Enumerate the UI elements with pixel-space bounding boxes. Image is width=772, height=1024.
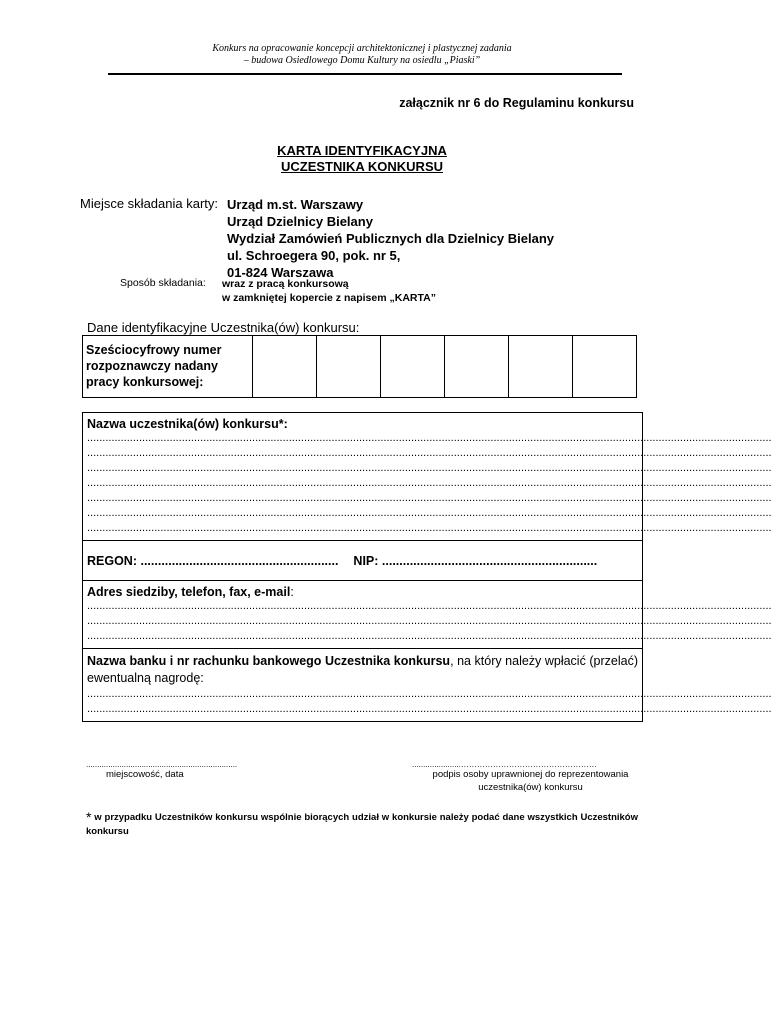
- participant-name-field[interactable]: ................................................................................................................................................................................................................................: [87, 477, 772, 489]
- method-line: w zamkniętej kopercie z napisem „KARTA”: [222, 292, 436, 304]
- address-line: Urząd Dzielnicy Bielany: [227, 214, 373, 229]
- participant-name-section: [83, 413, 772, 540]
- signature-label: [412, 768, 649, 794]
- nip-field[interactable]: ..............................................................: [381, 554, 598, 568]
- signature-field[interactable]: ......................……………………………………………: [412, 760, 597, 769]
- header-line-2: – budowa Osiedlowego Domu Kultury na osiedlu „Piaski”: [243, 55, 481, 66]
- header-line-1: Konkurs na opracowanie koncepcji architektonicznej i plastycznej zadania: [212, 43, 512, 54]
- participant-name-field[interactable]: ................................................................................................................................................................................................................................: [87, 522, 772, 534]
- address-field[interactable]: ................................................................................................................................................................................................................................: [87, 615, 772, 627]
- address-line: Urząd m.st. Warszawy: [227, 197, 364, 212]
- address-line: ul. Schroegera 90, pok. nr 5,: [227, 248, 401, 263]
- code-table: [82, 335, 637, 398]
- address-section: [83, 580, 772, 648]
- address-field[interactable]: ................................................................................................................................................................................................................................: [87, 630, 772, 642]
- code-digit-cell[interactable]: [317, 336, 381, 398]
- participant-form: [82, 412, 772, 722]
- bank-label-suffix: , na który należy wpłacić (przelać) ewentualną nagrodę:: [87, 654, 638, 685]
- submission-address: [227, 196, 554, 281]
- participant-name-field[interactable]: ................................................................................................................................................................................................................................: [87, 447, 772, 459]
- place-date-label: miejscowość, data: [106, 769, 184, 780]
- footnote-text: w przypadku Uczestników konkursu wspólnie biorących udział w konkursie należy podać dane wszystkich Uczestników konkursu: [86, 812, 638, 837]
- participant-name-field[interactable]: ................................................................................................................................................................................................................................: [87, 462, 772, 474]
- code-digit-cell[interactable]: [509, 336, 573, 398]
- address-label: Adres siedziby, telefon, fax, e-mail: [87, 585, 291, 599]
- participant-name-field[interactable]: ................................................................................................................................................................................................................................: [87, 507, 772, 519]
- address-field[interactable]: ................................................................................................................................................................................................................................: [87, 600, 772, 612]
- bank-label: Nazwa banku i nr rachunku bankowego Uczestnika konkursu: [87, 654, 451, 668]
- place-date-field[interactable]: ....................................................................: [86, 760, 238, 769]
- regon-field[interactable]: .........................................................: [140, 554, 339, 568]
- footnote-mark: *: [86, 809, 92, 825]
- code-table-label: Sześciocyfrowy numer rozpoznawczy nadany pracy konkursowej:: [83, 336, 253, 398]
- bank-field[interactable]: ................................................................................................................................................................................................................................: [87, 703, 772, 715]
- participant-name-label: Nazwa uczestnika(ów) konkursu*:: [87, 417, 288, 431]
- header-divider: [108, 73, 622, 75]
- code-digit-cell[interactable]: [573, 336, 637, 398]
- signature-label-line-1: podpis osoby uprawnionej do reprezentowania: [432, 769, 629, 780]
- address-line: Wydział Zamówień Publicznych dla Dzielnicy Bielany: [227, 231, 555, 246]
- document-title-line-1: KARTA IDENTYFIKACYJNA: [277, 143, 447, 158]
- code-digit-cell[interactable]: [253, 336, 317, 398]
- document-title-line-2: UCZESTNIKA KONKURSU: [280, 159, 444, 174]
- code-digit-cell[interactable]: [445, 336, 509, 398]
- bank-field[interactable]: ................................................................................................................................................................................................................................: [87, 688, 772, 700]
- regon-label: REGON:: [87, 554, 137, 568]
- regon-nip-section: [83, 540, 642, 580]
- submission-place-label: Miejsce składania karty:: [80, 196, 218, 211]
- signature-label-line-2: uczestnika(ów) konkursu: [478, 782, 583, 793]
- participant-name-field[interactable]: ................................................................................................................................................................................................................................: [87, 492, 772, 504]
- code-digit-cell[interactable]: [381, 336, 445, 398]
- identification-heading: Dane identyfikacyjne Uczestnika(ów) konkursu:: [87, 320, 360, 335]
- submission-method-label: Sposób składania:: [120, 277, 206, 289]
- annex-label: załącznik nr 6 do Regulaminu konkursu: [399, 96, 634, 110]
- submission-method: [222, 277, 436, 305]
- nip-label: NIP:: [353, 554, 379, 568]
- footnote: [86, 810, 638, 839]
- bank-section: [83, 648, 772, 721]
- method-line: wraz z pracą konkursową: [222, 278, 349, 290]
- address-line: 01-824 Warszawa: [227, 265, 334, 280]
- participant-name-field[interactable]: ................................................................................................................................................................................................................................: [87, 432, 772, 444]
- address-label-suffix: :: [290, 585, 294, 599]
